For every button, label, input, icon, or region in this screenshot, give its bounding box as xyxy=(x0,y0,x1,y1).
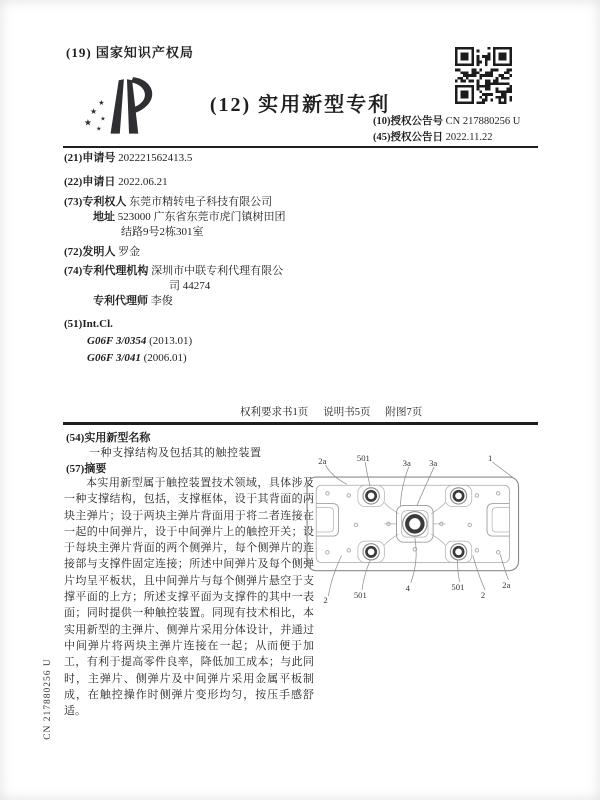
intcl-entry xyxy=(64,334,344,349)
abstract-label: (57)摘要 xyxy=(66,463,107,475)
figure-ref-label-2-left: 2 xyxy=(323,595,328,606)
qr-code-icon xyxy=(455,47,512,104)
application-number-label: (21)申请号 xyxy=(64,152,116,164)
agent-row xyxy=(64,294,344,309)
invention-title: 一种支撑结构及包括其的触控装置 xyxy=(89,447,262,459)
agency-row-2 xyxy=(64,279,344,294)
patentee-address-row xyxy=(64,210,344,225)
figure-ref-label-501-top: 501 xyxy=(356,452,370,463)
patentee-row xyxy=(64,195,344,210)
logo-star-icon: ★ xyxy=(90,107,98,117)
patentee-address-row-2 xyxy=(64,225,344,240)
address-value-2: 结路9号2栋301室 xyxy=(121,226,204,238)
inventor-value: 罗金 xyxy=(118,246,141,258)
pages-info xyxy=(240,404,494,419)
figure-ref-label-501-bottom-right: 501 xyxy=(451,581,465,592)
pub-number-label: (10)授权公告号 xyxy=(373,116,443,127)
intcl-label: (51)Int.Cl. xyxy=(64,318,113,330)
agency-label: (74)专利代理机构 xyxy=(64,265,149,277)
figure-ref-label-3a-right: 3a xyxy=(429,457,438,468)
vertical-doc-id: CN 217880256 U xyxy=(43,658,53,740)
bibliographic-data xyxy=(64,151,344,366)
application-date-label: (22)申请日 xyxy=(64,176,116,188)
intcl-code: G06F 3/0354 xyxy=(87,335,147,347)
description-pages: 说明书5页 xyxy=(323,407,371,418)
figure-ref-label-2a-top: 2a xyxy=(318,455,327,466)
intcl-row xyxy=(64,317,344,332)
figure-ref-label-1: 1 xyxy=(488,452,493,463)
figure-ref-label-2-right: 2 xyxy=(480,590,486,601)
document-type-title: (12) 实用新型专利 xyxy=(209,94,391,116)
application-date-row xyxy=(64,175,344,190)
intcl-code: G06F 3/041 xyxy=(87,352,141,364)
agency-value: 深圳市中联专利代理有限公 xyxy=(151,265,284,277)
address-label: 地址 xyxy=(93,211,115,223)
claims-pages: 权利要求书1页 xyxy=(240,407,309,418)
agency-row xyxy=(64,264,344,279)
patentee-label: (73)专利权人 xyxy=(64,196,127,208)
logo-star-icon: ★ xyxy=(96,126,102,133)
intcl-year: (2013.01) xyxy=(149,335,193,347)
pub-date-value: 2022.11.22 xyxy=(445,132,493,143)
logo-star-icon: ★ xyxy=(100,116,106,123)
application-number-value: 202221562413.5 xyxy=(118,152,193,164)
figure-ref-label-501-bottom-left: 501 xyxy=(353,590,367,601)
pub-date-row xyxy=(373,129,493,144)
pub-number-row xyxy=(373,113,520,128)
logo-star-icon: ★ xyxy=(83,117,93,128)
pub-date-label: (45)授权公告日 xyxy=(373,132,443,143)
ip-office-name: (19) 国家知识产权局 xyxy=(66,45,194,60)
title-section-label: (54)实用新型名称 xyxy=(66,432,151,444)
inventor-label: (72)发明人 xyxy=(64,246,116,258)
application-date-value: 2022.06.21 xyxy=(118,176,168,188)
logo-star-icon: ★ xyxy=(98,98,105,107)
inventor-row xyxy=(64,245,344,260)
application-number-row xyxy=(64,151,344,166)
figure-ref-label-4: 4 xyxy=(405,582,410,593)
agent-label: 专利代理师 xyxy=(93,295,148,307)
figure-ref-label-2a-bottom: 2a xyxy=(502,579,511,590)
figure-ref-label-3a-left: 3a xyxy=(402,457,411,468)
patent-figure xyxy=(303,450,547,614)
section-divider xyxy=(63,422,538,425)
patentee-value: 东莞市精转电子科技有限公司 xyxy=(129,196,273,208)
header-divider xyxy=(63,146,538,148)
agent-value: 李俊 xyxy=(150,295,173,307)
drawings-pages: 附图7页 xyxy=(385,407,423,418)
intcl-entry xyxy=(64,351,344,366)
pub-number-value: CN 217880256 U xyxy=(445,116,521,127)
intcl-year: (2006.01) xyxy=(143,352,187,364)
agency-value-2: 司 44274 xyxy=(169,280,211,292)
address-value: 523000 广东省东莞市虎门镇树田团 xyxy=(117,211,286,223)
abstract-text: 本实用新型属于触控装置技术领域，具体涉及一种支撑结构，包括，支撑框体，设于其背面的两块主弹片；设于两块主弹片背面用于将二者连接在一起的中间弹片，设于中间弹片上的触控开关；设于每块主弹片背面的两个侧弹片，每个侧弹片的连接部与支撑件固定连接；所述中间弹片及每个侧弹片均呈平板状，且中间弹片与每个侧弹片悬空于支撑平面的上方；所述支撑平面为支撑件的其中一表面；同时提供一种触控装置。同现有技术相比，本实用新型的主弹片、侧弹片采用分体设计，并通过中间弹片将两块主弹片连接在一起；从而便于加工，有利于提高零件良率，降低加工成本；与此同时，主弹片、侧弹片及中间弹片采用金属平板制成，在触控操作时侧弹片变形均匀，按压手感舒适。 xyxy=(64,477,314,718)
